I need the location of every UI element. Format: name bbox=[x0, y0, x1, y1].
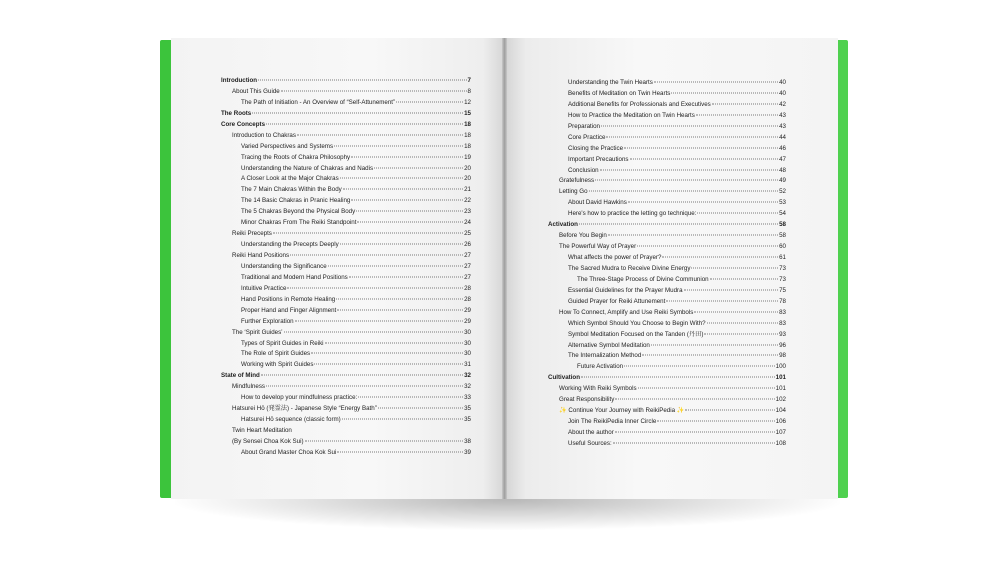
toc-entry-page: 20 bbox=[464, 164, 471, 172]
toc-entry bbox=[548, 362, 786, 373]
toc-entry-title: The Roots bbox=[221, 109, 252, 117]
toc-entry bbox=[221, 273, 471, 284]
toc-entry-title: Here's how to practice the letting go technique: bbox=[568, 210, 697, 218]
toc-leader-dots bbox=[273, 233, 463, 234]
toc-entry bbox=[221, 382, 471, 393]
toc-leader-dots bbox=[337, 309, 463, 310]
toc-entry-title: The Three-Stage Process of Divine Communion bbox=[577, 275, 709, 283]
toc-entry-page: 46 bbox=[779, 144, 786, 152]
toc-leader-dots bbox=[651, 344, 778, 345]
toc-entry bbox=[548, 231, 786, 242]
toc-entry bbox=[548, 89, 786, 100]
toc-entry bbox=[221, 339, 471, 350]
table-of-contents-left bbox=[221, 76, 471, 459]
toc-entry-page: 8 bbox=[467, 87, 471, 95]
toc-entry-title: Reiki Hand Positions bbox=[232, 252, 290, 259]
toc-entry bbox=[221, 349, 471, 360]
toc-entry-page: 25 bbox=[464, 230, 471, 238]
toc-entry bbox=[221, 120, 471, 131]
toc-leader-dots bbox=[314, 364, 463, 365]
toc-entry bbox=[221, 437, 471, 448]
toc-entry-page: 29 bbox=[464, 306, 471, 314]
toc-entry-title: Tracing the Roots of Chakra Philosophy bbox=[241, 153, 351, 161]
toc-entry bbox=[548, 417, 786, 428]
toc-entry bbox=[221, 98, 471, 109]
toc-entry bbox=[548, 78, 786, 89]
toc-entry bbox=[221, 251, 471, 262]
toc-entry bbox=[548, 297, 786, 308]
toc-leader-dots bbox=[334, 145, 463, 146]
toc-leader-dots bbox=[628, 202, 778, 203]
toc-entry bbox=[548, 341, 786, 352]
toc-leader-dots bbox=[601, 125, 778, 126]
toc-entry-page: 93 bbox=[779, 330, 786, 338]
toc-entry-page: 21 bbox=[464, 186, 471, 194]
toc-entry-title: Benefits of Meditation on Twin Hearts bbox=[568, 89, 671, 97]
toc-entry bbox=[221, 328, 471, 339]
toc-entry bbox=[221, 240, 471, 251]
toc-entry-title: Gratefulness bbox=[559, 177, 595, 185]
toc-entry-page: 101 bbox=[775, 374, 786, 382]
toc-entry-page: 43 bbox=[779, 122, 786, 130]
toc-entry-title: Cultivation bbox=[548, 374, 580, 382]
toc-entry-title: Closing the Practice bbox=[568, 144, 624, 152]
toc-entry bbox=[221, 131, 471, 142]
toc-leader-dots bbox=[342, 419, 463, 420]
toc-entry-title: How to Practice the Meditation on Twin Hearts bbox=[568, 111, 695, 119]
toc-leader-dots bbox=[266, 386, 463, 387]
toc-entry bbox=[548, 406, 786, 417]
toc-entry-title: Introduction to Chakras bbox=[232, 131, 296, 139]
toc-entry-page: 101 bbox=[775, 385, 786, 393]
toc-entry-title: Twin Heart Meditation bbox=[232, 427, 292, 434]
toc-leader-dots bbox=[606, 136, 778, 137]
toc-leader-dots bbox=[336, 298, 463, 299]
toc-entry-page: 39 bbox=[464, 448, 471, 456]
toc-entry bbox=[221, 76, 471, 87]
toc-entry-page: 75 bbox=[779, 286, 786, 294]
toc-leader-dots bbox=[696, 114, 778, 115]
book-gutter bbox=[502, 38, 507, 499]
toc-entry-page: 42 bbox=[779, 100, 786, 108]
toc-entry-page: 12 bbox=[464, 98, 471, 106]
toc-entry-title: Useful Sources: bbox=[568, 439, 612, 447]
toc-leader-dots bbox=[671, 92, 778, 93]
toc-entry-page: 28 bbox=[464, 284, 471, 292]
toc-entry-page: 83 bbox=[779, 308, 786, 316]
toc-entry-page: 24 bbox=[464, 219, 471, 227]
toc-entry-title: About David Hawkins bbox=[568, 199, 627, 207]
toc-entry-page: 73 bbox=[779, 264, 786, 272]
toc-leader-dots bbox=[579, 224, 778, 225]
toc-entry bbox=[221, 448, 471, 459]
toc-leader-dots bbox=[261, 375, 463, 376]
toc-entry-title: The Path of Initiation - An Overview of “Self-Attunement” bbox=[241, 98, 396, 106]
toc-leader-dots bbox=[340, 244, 463, 245]
toc-leader-dots bbox=[396, 101, 463, 102]
toc-entry-page: 23 bbox=[464, 208, 471, 216]
toc-leader-dots bbox=[349, 276, 463, 277]
toc-entry-title: The 7 Main Chakras Within the Body bbox=[241, 186, 342, 194]
toc-entry bbox=[221, 196, 471, 207]
toc-leader-dots bbox=[657, 421, 774, 422]
toc-entry-page: 26 bbox=[464, 241, 471, 249]
toc-leader-dots bbox=[337, 451, 463, 452]
toc-entry bbox=[548, 373, 786, 384]
toc-entry-page: 102 bbox=[775, 396, 786, 404]
toc-entry bbox=[221, 229, 471, 240]
toc-entry bbox=[548, 395, 786, 406]
toc-entry-page: 18 bbox=[464, 131, 471, 139]
toc-leader-dots bbox=[613, 442, 775, 443]
toc-entry bbox=[548, 144, 786, 155]
toc-entry-title: Alternative Symbol Meditation bbox=[568, 341, 650, 349]
toc-leader-dots bbox=[252, 112, 463, 113]
toc-entry bbox=[221, 371, 471, 382]
toc-leader-dots bbox=[697, 213, 778, 214]
toc-entry-page: 104 bbox=[775, 407, 786, 415]
toc-entry-title: Understanding the Twin Hearts bbox=[568, 79, 653, 86]
toc-entry bbox=[221, 207, 471, 218]
toc-entry-page: 47 bbox=[779, 155, 786, 163]
toc-entry-title: A Closer Look at the Major Chakras bbox=[241, 175, 339, 183]
toc-entry-page: 40 bbox=[779, 89, 786, 97]
toc-entry bbox=[221, 262, 471, 273]
toc-entry-page: 31 bbox=[464, 361, 471, 369]
toc-entry bbox=[548, 319, 786, 330]
toc-entry-page: 54 bbox=[779, 210, 786, 218]
toc-entry bbox=[548, 220, 786, 231]
toc-entry-page: 58 bbox=[779, 232, 786, 240]
toc-leader-dots bbox=[615, 399, 774, 400]
toc-entry-page: 78 bbox=[779, 297, 786, 305]
toc-entry-title: Hand Positions in Remote Healing bbox=[241, 295, 336, 303]
toc-entry bbox=[221, 109, 471, 120]
toc-entry-title: The ‘Spirit Guides’ bbox=[232, 328, 283, 336]
toc-entry-page: 27 bbox=[464, 273, 471, 281]
toc-entry-title: About This Guide bbox=[232, 87, 280, 95]
toc-entry-title: Preparation bbox=[568, 122, 600, 130]
toc-leader-dots bbox=[343, 189, 463, 190]
toc-entry-title: Core Practice bbox=[568, 133, 606, 141]
toc-entry-title: Traditional and Modern Hand Positions bbox=[241, 273, 348, 281]
toc-leader-dots bbox=[311, 353, 463, 354]
toc-entry-title: About the author bbox=[568, 429, 614, 436]
toc-entry-title: Understanding the Nature of Chakras and Nadis bbox=[241, 164, 374, 172]
toc-entry-page: 73 bbox=[779, 275, 786, 283]
toc-leader-dots bbox=[684, 289, 779, 290]
toc-entry bbox=[548, 122, 786, 133]
toc-entry-page: 19 bbox=[464, 153, 471, 161]
toc-leader-dots bbox=[704, 333, 778, 334]
toc-leader-dots bbox=[666, 300, 778, 301]
toc-leader-dots bbox=[258, 80, 466, 81]
toc-entry bbox=[221, 295, 471, 306]
toc-leader-dots bbox=[281, 90, 467, 91]
toc-entry bbox=[221, 185, 471, 196]
toc-leader-dots bbox=[358, 397, 463, 398]
toc-entry-page: 28 bbox=[464, 295, 471, 303]
toc-leader-dots bbox=[595, 180, 778, 181]
toc-entry bbox=[548, 100, 786, 111]
toc-entry-title: Guided Prayer for Reiki Attunement bbox=[568, 297, 666, 305]
toc-leader-dots bbox=[691, 267, 778, 268]
toc-entry-title: (By Sensei Choa Kok Sui) bbox=[232, 437, 304, 445]
toc-entry-page: 29 bbox=[464, 317, 471, 325]
toc-entry bbox=[548, 133, 786, 144]
toc-entry bbox=[221, 317, 471, 328]
toc-entry bbox=[548, 166, 786, 177]
toc-leader-dots bbox=[295, 320, 463, 321]
toc-entry bbox=[221, 174, 471, 185]
toc-leader-dots bbox=[357, 222, 463, 223]
toc-entry-page: 30 bbox=[464, 328, 471, 336]
toc-leader-dots bbox=[710, 278, 779, 279]
toc-entry-title: What affects the power of Prayer? bbox=[568, 254, 662, 261]
toc-leader-dots bbox=[356, 211, 463, 212]
toc-entry-page: 38 bbox=[464, 437, 471, 445]
toc-entry-title: Varied Perspectives and Systems bbox=[241, 142, 334, 150]
toc-leader-dots bbox=[638, 388, 775, 389]
toc-entry-title: Essential Guidelines for the Prayer Mudra bbox=[568, 286, 683, 294]
toc-leader-dots bbox=[712, 103, 778, 104]
toc-entry-title: Minor Chakras From The Reiki Standpoint bbox=[241, 219, 357, 227]
toc-entry bbox=[221, 426, 471, 437]
toc-entry-title: How To Connect, Amplify and Use Reiki Symbols bbox=[559, 308, 694, 316]
toc-entry-page: 96 bbox=[779, 341, 786, 349]
toc-entry-page: 48 bbox=[779, 166, 786, 174]
toc-leader-dots bbox=[325, 342, 464, 343]
toc-entry bbox=[221, 153, 471, 164]
toc-leader-dots bbox=[287, 287, 463, 288]
toc-entry-title: Core Concepts bbox=[221, 120, 266, 128]
toc-entry-title: Mindfulness bbox=[232, 383, 266, 391]
toc-entry-title: Conclusion bbox=[568, 166, 599, 174]
toc-entry bbox=[548, 330, 786, 341]
toc-entry-page: 49 bbox=[779, 177, 786, 185]
toc-entry-page: 22 bbox=[464, 197, 471, 205]
toc-entry-title: Future Activation bbox=[577, 363, 624, 371]
toc-entry-title: Which Symbol Should You Choose to Begin With? bbox=[568, 319, 706, 327]
toc-entry bbox=[221, 306, 471, 317]
toc-entry-page: 32 bbox=[464, 383, 471, 391]
toc-leader-dots bbox=[340, 178, 463, 179]
toc-entry-page: 20 bbox=[464, 175, 471, 183]
toc-entry-title: Types of Spirit Guides in Reiki bbox=[241, 339, 324, 347]
toc-entry-title: The Sacred Mudra to Receive Divine Energy bbox=[568, 264, 691, 272]
toc-leader-dots bbox=[624, 147, 778, 148]
toc-entry-title: Reiki Precepts bbox=[232, 230, 272, 238]
toc-entry-page: 60 bbox=[779, 243, 786, 251]
toc-entry-page: 100 bbox=[775, 363, 786, 371]
toc-entry-title: Understanding the Precepts Deeply bbox=[241, 241, 339, 249]
toc-leader-dots bbox=[642, 355, 778, 356]
toc-leader-dots bbox=[707, 322, 779, 323]
toc-entry-title: ✨ Continue Your Journey with ReikiPedia ✨ bbox=[559, 407, 685, 415]
toc-entry bbox=[548, 286, 786, 297]
toc-entry bbox=[221, 393, 471, 404]
toc-leader-dots bbox=[615, 432, 775, 433]
toc-entry bbox=[221, 87, 471, 98]
toc-entry bbox=[548, 264, 786, 275]
toc-entry-title: The 14 Basic Chakras in Pranic Healing bbox=[241, 197, 351, 205]
toc-leader-dots bbox=[685, 410, 774, 411]
toc-entry-page: 58 bbox=[779, 221, 786, 229]
toc-entry bbox=[548, 351, 786, 362]
toc-entry-page: 27 bbox=[464, 262, 471, 270]
toc-leader-dots bbox=[581, 377, 775, 378]
toc-entry-title: Further Exploration bbox=[241, 317, 294, 325]
toc-leader-dots bbox=[378, 408, 463, 409]
toc-entry-title: Great Responsibility bbox=[559, 396, 615, 404]
toc-entry-title: State of Mind bbox=[221, 372, 260, 380]
toc-entry-title: Join The ReikiPedia Inner Circle bbox=[568, 418, 657, 426]
toc-entry-title: Introduction bbox=[221, 77, 258, 84]
toc-entry bbox=[221, 415, 471, 426]
toc-entry-title: How to develop your mindfulness practice: bbox=[241, 394, 358, 402]
toc-entry-title: Working with Spirit Guides bbox=[241, 361, 314, 369]
toc-entry bbox=[221, 284, 471, 295]
toc-leader-dots bbox=[297, 134, 463, 135]
toc-entry bbox=[548, 308, 786, 319]
toc-entry-title: Hatsurei Hō sequence (classic form) bbox=[241, 416, 341, 424]
toc-leader-dots bbox=[351, 200, 463, 201]
toc-leader-dots bbox=[662, 257, 778, 258]
toc-entry bbox=[548, 242, 786, 253]
toc-entry-title: Activation bbox=[548, 221, 578, 229]
toc-entry-page: 106 bbox=[775, 418, 786, 426]
toc-leader-dots bbox=[600, 169, 778, 170]
toc-entry-page: 15 bbox=[464, 109, 471, 117]
toc-entry bbox=[221, 164, 471, 175]
toc-entry-page: 35 bbox=[464, 405, 471, 413]
toc-entry-title: The Powerful Way of Prayer bbox=[559, 243, 637, 251]
toc-entry-page: 18 bbox=[464, 142, 471, 150]
toc-entry bbox=[548, 384, 786, 395]
toc-leader-dots bbox=[266, 123, 463, 124]
toc-entry bbox=[548, 155, 786, 166]
toc-leader-dots bbox=[305, 440, 464, 441]
toc-entry-title: Intuitive Practice bbox=[241, 284, 287, 292]
toc-entry-page: 61 bbox=[779, 254, 786, 261]
toc-entry-page: 7 bbox=[467, 77, 471, 84]
toc-leader-dots bbox=[624, 366, 775, 367]
toc-entry-page: 98 bbox=[779, 352, 786, 360]
toc-entry-page: 35 bbox=[464, 416, 471, 424]
toc-entry bbox=[548, 253, 786, 264]
toc-leader-dots bbox=[608, 235, 778, 236]
toc-entry bbox=[221, 404, 471, 415]
toc-entry bbox=[548, 176, 786, 187]
toc-entry-page: 53 bbox=[779, 199, 786, 207]
toc-entry-title: Important Precautions bbox=[568, 155, 629, 163]
toc-leader-dots bbox=[630, 158, 779, 159]
table-of-contents-right bbox=[548, 78, 786, 450]
toc-entry-page: 33 bbox=[464, 394, 471, 402]
toc-entry bbox=[221, 360, 471, 371]
toc-leader-dots bbox=[328, 265, 463, 266]
toc-entry-title: Proper Hand and Finger Alignment bbox=[241, 306, 337, 314]
toc-leader-dots bbox=[589, 191, 779, 192]
toc-entry bbox=[548, 198, 786, 209]
toc-entry-title: Before You Begin bbox=[559, 232, 607, 240]
toc-entry-page: 30 bbox=[464, 350, 471, 358]
toc-entry bbox=[548, 187, 786, 198]
toc-entry-title: Working With Reiki Symbols bbox=[559, 385, 637, 393]
toc-entry-page: 18 bbox=[464, 120, 471, 128]
toc-entry-title: Additional Benefits for Professionals and Executives bbox=[568, 100, 711, 108]
toc-entry bbox=[221, 142, 471, 153]
toc-entry-page: 44 bbox=[779, 133, 786, 141]
toc-entry-page: 40 bbox=[779, 79, 786, 86]
toc-entry-page: 30 bbox=[464, 339, 471, 347]
toc-entry-page: 108 bbox=[775, 439, 786, 447]
toc-entry-title: About Grand Master Choa Kok Sui bbox=[241, 448, 337, 456]
toc-entry-page: 27 bbox=[464, 252, 471, 259]
toc-entry-title: The 5 Chakras Beyond the Physical Body bbox=[241, 208, 356, 216]
toc-entry bbox=[548, 209, 786, 220]
toc-leader-dots bbox=[374, 167, 463, 168]
toc-entry-page: 83 bbox=[779, 319, 786, 327]
toc-leader-dots bbox=[351, 156, 463, 157]
toc-entry-title: Symbol Meditation Focused on the Tanden (丹田) bbox=[568, 330, 704, 338]
toc-entry-title: The Role of Spirit Guides bbox=[241, 350, 311, 358]
toc-entry bbox=[548, 111, 786, 122]
toc-entry bbox=[548, 439, 786, 450]
toc-entry-title: Hatsurei Hō (発霊法) - Japanese Style “Energy Bath” bbox=[232, 405, 377, 413]
toc-entry-title: The Internalization Method bbox=[568, 352, 642, 360]
toc-leader-dots bbox=[290, 255, 463, 256]
toc-leader-dots bbox=[694, 311, 778, 312]
toc-entry-page: 52 bbox=[779, 188, 786, 196]
toc-leader-dots bbox=[654, 82, 778, 83]
toc-entry bbox=[221, 218, 471, 229]
toc-entry bbox=[548, 275, 786, 286]
toc-entry-title: Understanding the Significance bbox=[241, 262, 327, 270]
toc-entry-title: Letting Go bbox=[559, 188, 588, 196]
toc-leader-dots bbox=[284, 331, 464, 332]
toc-entry-page: 32 bbox=[464, 372, 471, 380]
toc-leader-dots bbox=[637, 246, 778, 247]
toc-entry-page: 107 bbox=[775, 429, 786, 436]
toc-entry bbox=[548, 428, 786, 439]
toc-entry-page: 43 bbox=[779, 111, 786, 119]
